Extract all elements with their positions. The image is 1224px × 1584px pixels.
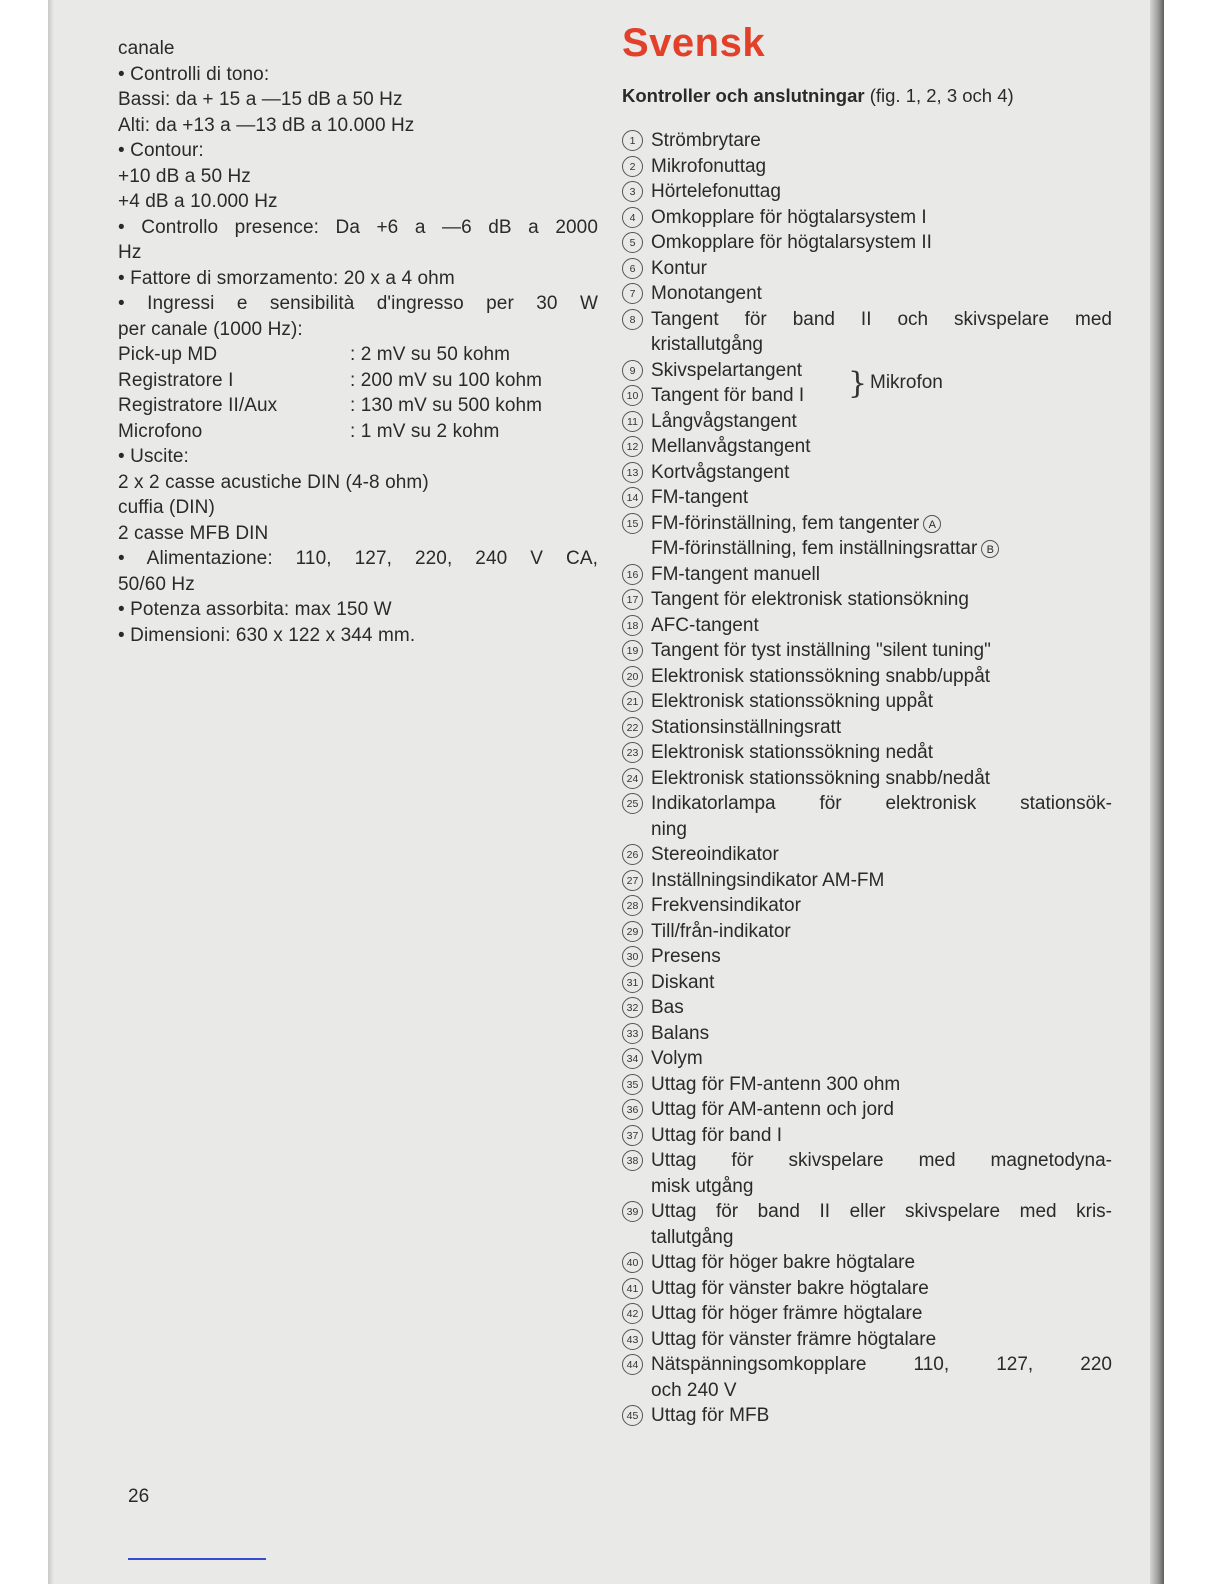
microphone-group [622, 358, 1112, 409]
list-item [622, 179, 1112, 205]
item-number: 22 [622, 717, 643, 738]
badge-a: A [923, 515, 941, 533]
list-item [622, 1072, 1112, 1098]
item-number: 30 [622, 946, 643, 967]
page-number: 26 [128, 1486, 150, 1507]
item-number: 8 [622, 309, 643, 330]
input-value: : 1 mV su 2 kohm [350, 420, 500, 442]
spec-line: • Controllo presence: Da +6 a —6 dB a 2000 [118, 216, 598, 238]
item-number: 3 [622, 181, 643, 202]
brace-icon: } [848, 365, 868, 401]
item-number: 33 [622, 1023, 643, 1044]
item-text: Balans [651, 1022, 710, 1044]
item-number: 40 [622, 1252, 643, 1273]
controls-list [622, 128, 1112, 1429]
input-spec-row [118, 393, 598, 419]
list-item [622, 154, 1112, 180]
section-title: Svensk [622, 21, 766, 65]
list-item [622, 740, 1112, 766]
list-item [622, 664, 1112, 690]
item-text: Tangent för tyst inställning "silent tuning" [651, 640, 991, 661]
item-number: 39 [622, 1201, 643, 1222]
item-text-block [651, 791, 1112, 842]
item-text: Kontur [651, 257, 707, 279]
item-number: 38 [622, 1150, 643, 1171]
spec-line: • Dimensioni: 630 x 122 x 344 mm. [118, 624, 416, 646]
item-number: 24 [622, 768, 643, 789]
item-text: Diskant [651, 971, 715, 993]
item-text: Till/från-indikator [651, 920, 791, 942]
item-text: Elektronisk stationssökning nedåt [651, 742, 933, 763]
list-item [622, 842, 1112, 868]
list-item [622, 868, 1112, 894]
item-number: 34 [622, 1048, 643, 1069]
item-text: Uttag för MFB [651, 1405, 770, 1426]
spec-line: 2 casse MFB DIN [118, 522, 269, 544]
list-item [622, 460, 1112, 486]
item-text: Uttag för AM-antenn och jord [651, 1099, 894, 1120]
list-item [622, 256, 1112, 282]
microphone-label: Mikrofon [870, 372, 943, 394]
list-item [622, 485, 1112, 511]
spec-line: +4 dB a 10.000 Hz [118, 191, 278, 212]
item-number: 12 [622, 436, 643, 457]
item-number: 27 [622, 870, 643, 891]
item-text-cont: tallutgång [651, 1226, 734, 1248]
list-item [622, 919, 1112, 945]
item-text-line [651, 511, 1112, 537]
right-column-controls [622, 20, 1112, 1429]
page-left-shadow [48, 0, 54, 1584]
item-text: Uttag för vänster främre högtalare [651, 1328, 937, 1350]
item-text: Uttag för band I [651, 1124, 782, 1146]
item-text-cont: kristallutgång [651, 334, 763, 355]
item-text: Elektronisk stationssökning uppåt [651, 691, 933, 712]
item-number: 4 [622, 207, 643, 228]
list-item [622, 1097, 1112, 1123]
item-number: 5 [622, 232, 643, 253]
item-text-block [651, 1148, 1112, 1199]
list-item [622, 1403, 1112, 1429]
item-text: Stationsinställningsratt [651, 716, 842, 738]
list-item [622, 281, 1112, 307]
item-text: Inställningsindikator AM-FM [651, 869, 885, 891]
page-right-edge [1150, 0, 1164, 1584]
item-number: 32 [622, 997, 643, 1018]
item-number: 31 [622, 972, 643, 993]
list-item [622, 1123, 1112, 1149]
item-number: 36 [622, 1099, 643, 1120]
list-item [622, 1021, 1112, 1047]
subtitle-figure-ref: (fig. 1, 2, 3 och 4) [864, 85, 1014, 106]
list-item [622, 1352, 1112, 1403]
item-text: Uttag för höger bakre högtalare [651, 1252, 916, 1273]
spec-line: 2 x 2 casse acustiche DIN (4-8 ohm) [118, 471, 429, 493]
input-name: Pick-up MD [118, 344, 218, 365]
spec-line: • Contour: [118, 140, 204, 161]
item-text: Tangent för elektronisk stationsökning [651, 589, 969, 610]
list-item [622, 205, 1112, 231]
item-text: FM-tangent manuell [651, 563, 820, 585]
item-text-cont: FM-förinställning, fem inställningsrattar [651, 538, 978, 559]
item-text-cont: ning [651, 818, 687, 840]
item-text: Hörtelefonuttag [651, 181, 781, 202]
spec-line: • Uscite: [118, 446, 189, 467]
input-name: Registratore I [118, 369, 234, 391]
list-item [622, 944, 1112, 970]
item-text-block [651, 1352, 1112, 1403]
item-number: 15 [622, 513, 643, 534]
item-number: 41 [622, 1278, 643, 1299]
item-text: Volym [651, 1048, 703, 1069]
spec-line: per canale (1000 Hz): [118, 318, 303, 340]
list-item [622, 715, 1112, 741]
item-text: Uttag för höger främre högtalare [651, 1303, 923, 1324]
item-number: 42 [622, 1303, 643, 1324]
item-number: 17 [622, 589, 643, 610]
badge-b: B [981, 540, 999, 558]
list-item [622, 409, 1112, 435]
item-text-cont: misk utgång [651, 1175, 754, 1197]
item-number: 6 [622, 258, 643, 279]
item-number: 45 [622, 1405, 643, 1426]
item-text: Tangent för band II och skivspelare med [651, 308, 1112, 330]
spec-line: cuffia (DIN) [118, 497, 215, 518]
list-item [622, 230, 1112, 256]
item-text-line [651, 536, 1112, 562]
item-number: 23 [622, 742, 643, 763]
item-text: Elektronisk stationssökning snabb/uppåt [651, 665, 991, 687]
item-number: 35 [622, 1074, 643, 1095]
spec-line: 50/60 Hz [118, 573, 195, 595]
input-name: Microfono [118, 420, 203, 442]
item-text: Omkopplare för högtalarsystem II [651, 232, 932, 253]
item-text: Indikatorlampa för elektronisk stationsök- [651, 793, 1112, 814]
list-item [622, 766, 1112, 792]
item-text: FM-tangent [651, 487, 749, 508]
item-text: AFC-tangent [651, 614, 759, 636]
input-value: : 2 mV su 50 kohm [350, 344, 511, 365]
item-number: 28 [622, 895, 643, 916]
list-item [622, 1327, 1112, 1353]
spec-line: +10 dB a 50 Hz [118, 165, 251, 187]
item-number: 26 [622, 844, 643, 865]
list-item [622, 689, 1112, 715]
item-text: Strömbrytare [651, 130, 761, 151]
list-item [622, 893, 1112, 919]
item-number: 18 [622, 615, 643, 636]
spec-line: • Alimentazione: 110, 127, 220, 240 V CA, [118, 548, 598, 569]
item-text: Frekvensindikator [651, 895, 801, 916]
item-text: Kortvågstangent [651, 461, 790, 483]
item-number: 7 [622, 283, 643, 304]
item-text: Tangent för band I [651, 385, 805, 406]
list-item [622, 613, 1112, 639]
spec-line: • Potenza assorbita: max 150 W [118, 599, 392, 620]
item-text: Uttag för FM-antenn 300 ohm [651, 1073, 901, 1095]
item-text: Långvågstangent [651, 410, 797, 432]
spec-line: • Fattore di smorzamento: 20 x a 4 ohm [118, 267, 455, 289]
list-item [622, 1148, 1112, 1199]
list-item [622, 970, 1112, 996]
input-value: : 130 mV su 500 kohm [350, 395, 543, 416]
item-number: 13 [622, 462, 643, 483]
item-number: 43 [622, 1329, 643, 1350]
list-item [622, 995, 1112, 1021]
list-item [622, 1199, 1112, 1250]
list-item [622, 791, 1112, 842]
spec-line: Alti: da +13 a —13 dB a 10.000 Hz [118, 114, 415, 136]
item-number: 14 [622, 487, 643, 508]
spec-line: canale [118, 38, 175, 59]
input-name: Registratore II/Aux [118, 395, 278, 416]
input-spec-row [118, 419, 598, 445]
item-text: Uttag för skivspelare med magnetodyna- [651, 1150, 1112, 1171]
list-item [622, 587, 1112, 613]
input-spec-row [118, 342, 598, 368]
item-text: Omkopplare för högtalarsystem I [651, 206, 927, 228]
item-text: Skivspelartangent [651, 359, 803, 381]
item-number: 9 [622, 360, 643, 381]
input-value: : 200 mV su 100 kohm [350, 369, 543, 391]
item-text: Monotangent [651, 283, 762, 304]
item-text: Mellanvågstangent [651, 436, 811, 457]
item-number: 19 [622, 640, 643, 661]
item-number: 37 [622, 1125, 643, 1146]
item-number: 1 [622, 130, 643, 151]
item-number: 2 [622, 156, 643, 177]
list-item [622, 1250, 1112, 1276]
list-item [622, 1276, 1112, 1302]
item-number: 11 [622, 411, 643, 432]
spec-line: Hz [118, 242, 142, 263]
item-number: 44 [622, 1354, 643, 1375]
item-text-cont: och 240 V [651, 1379, 737, 1401]
list-item [622, 1301, 1112, 1327]
list-item [622, 128, 1112, 154]
item-text: Elektronisk stationssökning snabb/nedåt [651, 767, 991, 789]
section-subtitle [622, 84, 1112, 108]
item-number: 25 [622, 793, 643, 814]
footer-rule [128, 1558, 266, 1560]
item-number: 29 [622, 921, 643, 942]
item-number: 21 [622, 691, 643, 712]
item-text-block [651, 1199, 1112, 1250]
subtitle-bold: Kontroller och anslutningar [622, 85, 865, 106]
item-text: Nätspänningsomkopplare 110, 127, 220 [651, 1354, 1112, 1375]
item-text: Stereoindikator [651, 844, 779, 865]
list-item [622, 307, 1112, 358]
item-text-block [651, 307, 1112, 358]
item-text: Bas [651, 997, 684, 1018]
spec-line: • Ingressi e sensibilità d'ingresso per 30 W [118, 293, 598, 314]
item-text: Uttag för vänster bakre högtalare [651, 1277, 929, 1299]
spec-line: • Controlli di tono: [118, 63, 270, 85]
left-column-specs [118, 36, 598, 648]
item-text: FM-förinställning, fem tangenter [651, 512, 920, 534]
item-text-block [651, 511, 1112, 562]
list-item [622, 638, 1112, 664]
item-text: Presens [651, 946, 721, 967]
item-number: 10 [622, 385, 643, 406]
list-item [622, 1046, 1112, 1072]
spec-line: Bassi: da + 15 a —15 dB a 50 Hz [118, 89, 403, 110]
item-text: Mikrofonuttag [651, 155, 767, 177]
item-text: Uttag för band II eller skivspelare med kris- [651, 1201, 1112, 1222]
input-spec-row [118, 368, 598, 394]
item-number: 16 [622, 564, 643, 585]
list-item [622, 511, 1112, 562]
list-item [622, 562, 1112, 588]
list-item [622, 434, 1112, 460]
item-number: 20 [622, 666, 643, 687]
